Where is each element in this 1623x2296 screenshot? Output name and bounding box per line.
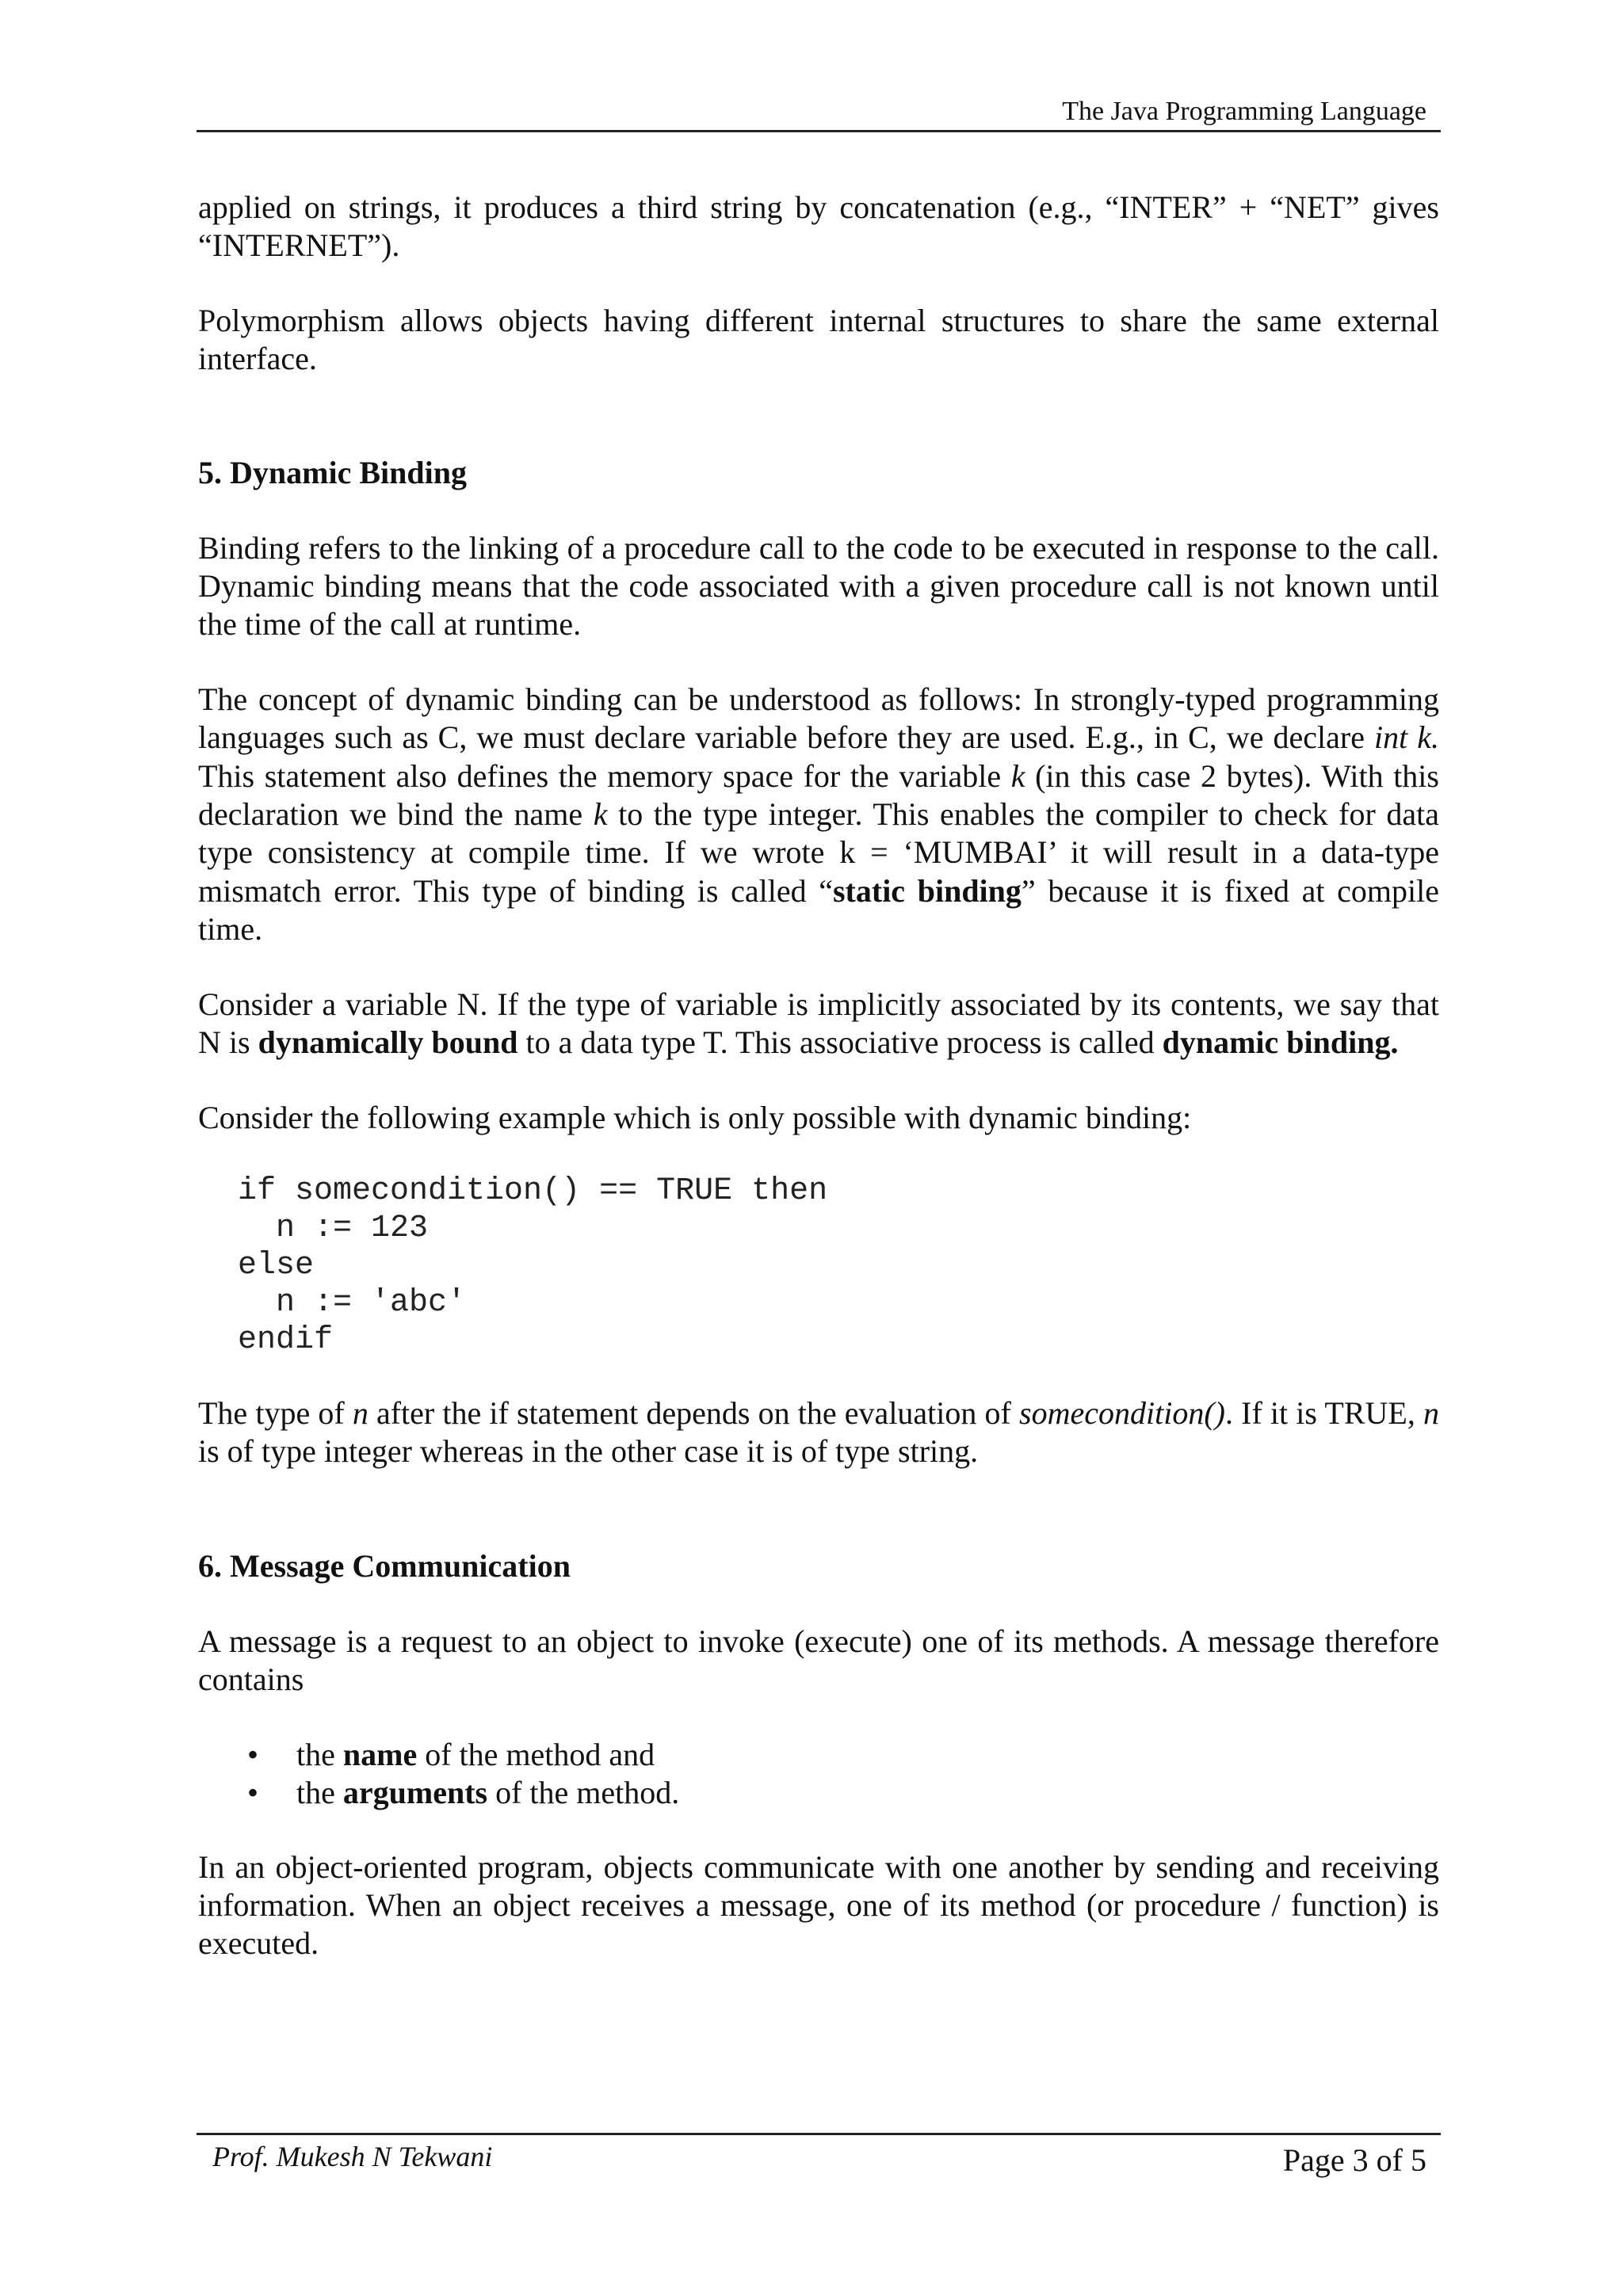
text-run: The concept of dynamic binding can be understood as follows: In strongly-typed programming languages such as C, we must declare variable before they are used. E.g., in C, we declare bbox=[198, 681, 1439, 756]
bullet-icon: • bbox=[247, 1774, 259, 1810]
section-5-paragraph-3 bbox=[198, 986, 1439, 1062]
text-run: the bbox=[296, 1736, 343, 1772]
italic-run: n bbox=[1423, 1394, 1439, 1431]
bold-run: static binding bbox=[832, 872, 1022, 909]
bold-run: arguments bbox=[342, 1774, 488, 1810]
text-run: This statement also defines the memory space for the variable bbox=[198, 757, 1011, 794]
section-6-paragraph-2: In an object-oriented program, objects communicate with one another by sending and receiving information. When an object receives a message, one of its method (or procedure / function) is executed. bbox=[198, 1848, 1439, 1962]
bold-run: name bbox=[342, 1736, 418, 1772]
section-5-paragraph-5 bbox=[198, 1394, 1439, 1471]
text-run: of the method. bbox=[487, 1774, 680, 1810]
text-run: is of type integer whereas in the other case it is of type string. bbox=[198, 1433, 979, 1470]
code-block: if somecondition() == TRUE then n := 123 else n := 'abc' endif bbox=[238, 1173, 828, 1358]
italic-run: k bbox=[1010, 757, 1025, 794]
text-run: (in this case 2 bytes). With this declaration we bind the name bbox=[198, 757, 1439, 833]
text-run: The type of bbox=[198, 1394, 353, 1431]
intro-paragraph-1: applied on strings, it produces a third string by concatenation (e.g., “INTER” + “NET” gives “INTERNET”). bbox=[198, 189, 1439, 264]
section-6-paragraph-1: A message is a request to an object to invoke (execute) one of its methods. A message therefore contains bbox=[198, 1623, 1439, 1698]
section-5-paragraph-1: Binding refers to the linking of a procedure call to the code to be executed in response to the call. Dynamic binding means that the code associated with a given procedure call is not known until the time of the call at runtime. bbox=[198, 529, 1439, 643]
italic-run: n bbox=[352, 1394, 369, 1431]
page-content bbox=[198, 189, 1439, 1963]
bullet-list bbox=[198, 1736, 1439, 1812]
intro-paragraph-2: Polymorphism allows objects having different internal structures to share the same external interface. bbox=[198, 302, 1439, 377]
italic-run: int k. bbox=[1373, 719, 1439, 756]
section-5-paragraph-4: Consider the following example which is only possible with dynamic binding: bbox=[198, 1099, 1192, 1135]
text-run: of the method and bbox=[417, 1736, 655, 1772]
page-header bbox=[197, 93, 1441, 132]
bold-run: dynamically bound bbox=[258, 1024, 518, 1061]
text-run: after the if statement depends on the evaluation of bbox=[368, 1394, 1020, 1431]
italic-run: somecondition() bbox=[1019, 1394, 1225, 1431]
bullet-icon: • bbox=[247, 1736, 259, 1772]
section-5-heading: 5. Dynamic Binding bbox=[198, 454, 467, 490]
list-item bbox=[198, 1774, 1439, 1812]
text-run: to the type integer. This enables the compiler to check for data type consistency at compile time. If we wrote k = ‘MUMBAI’ it will result in a data-type mismatch error. This type of binding is called “ bbox=[198, 796, 1439, 909]
page-number: Page 3 of 5 bbox=[1282, 2142, 1426, 2178]
list-item bbox=[198, 1736, 1439, 1774]
bold-run: dynamic binding. bbox=[1162, 1024, 1399, 1061]
page-footer bbox=[197, 2133, 1441, 2183]
header-title: The Java Programming Language bbox=[1062, 97, 1426, 126]
italic-run: k bbox=[593, 796, 608, 833]
section-6-heading: 6. Message Communication bbox=[198, 1547, 571, 1584]
text-run: Consider a variable N. If the type of variable is implicitly associated by its contents, we say that N is bbox=[198, 986, 1439, 1061]
footer-author: Prof. Mukesh N Tekwani bbox=[212, 2141, 493, 2172]
text-run: the bbox=[296, 1774, 343, 1810]
text-run: ” because it is fixed at compile time. bbox=[198, 872, 1439, 948]
text-run: . If it is TRUE, bbox=[1224, 1394, 1423, 1431]
section-5-paragraph-2 bbox=[198, 681, 1439, 949]
text-run: to a data type T. This associative process is called bbox=[517, 1024, 1163, 1061]
